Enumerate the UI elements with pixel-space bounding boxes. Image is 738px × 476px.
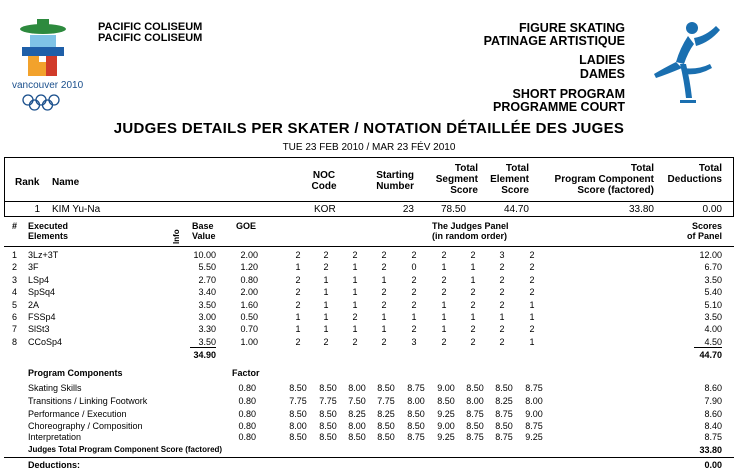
judge-mark: 1 xyxy=(441,262,447,273)
element-number: 2 xyxy=(12,262,18,273)
total-segment-score-header: Total Segment Score xyxy=(435,163,478,196)
judge-mark: 1 xyxy=(295,324,301,335)
component-judge-mark: 8.25 xyxy=(495,396,513,406)
judge-mark: 2 xyxy=(295,287,301,298)
element-number: 5 xyxy=(12,299,18,310)
judge-mark: 2 xyxy=(529,262,535,273)
event-category-en: LADIES xyxy=(579,53,625,67)
judge-mark: 3 xyxy=(499,250,505,260)
program-components-header: Program Components xyxy=(28,368,123,378)
event-date: TUE 23 FEB 2010 / MAR 23 FÉV 2010 xyxy=(282,142,456,153)
total-element-score-header: Total Element Score xyxy=(490,163,529,196)
element-panel-score: 3.50 xyxy=(704,274,722,285)
component-judge-mark: 8.50 xyxy=(377,432,395,442)
rank-header: Rank xyxy=(15,177,40,188)
component-panel-score: 8.40 xyxy=(704,421,722,431)
judge-mark: 2 xyxy=(499,299,505,310)
event-category-fr: DAMES xyxy=(579,67,625,81)
component-judge-mark: 7.75 xyxy=(289,396,307,406)
component-judge-mark: 8.50 xyxy=(495,383,513,393)
executed-elements-header: Executed Elements xyxy=(28,221,69,241)
judge-mark: 1 xyxy=(529,299,535,310)
judge-mark: 1 xyxy=(499,312,505,322)
judge-mark: 2 xyxy=(411,274,417,285)
venue-line-2: PACIFIC COLISEUM xyxy=(98,32,203,44)
element-name: 3F xyxy=(28,262,39,273)
component-judge-mark: 9.25 xyxy=(525,432,543,442)
judge-mark: 3 xyxy=(411,336,417,347)
deductions-value: 0.00 xyxy=(704,460,722,470)
skater-rank: 1 xyxy=(34,204,40,215)
component-name: Transitions / Linking Footwork xyxy=(28,396,148,406)
component-judge-mark: 9.00 xyxy=(437,421,455,431)
component-judge-mark: 8.50 xyxy=(319,432,337,442)
judge-mark: 1 xyxy=(323,274,329,285)
component-panel-score: 8.60 xyxy=(704,383,722,393)
judge-mark: 1 xyxy=(441,299,447,310)
judge-mark: 2 xyxy=(411,287,417,298)
skater-starting-number: 23 xyxy=(402,204,414,215)
judge-mark: 2 xyxy=(381,250,387,260)
judge-mark: 1 xyxy=(352,287,358,298)
element-base-value: 3.00 xyxy=(198,312,216,322)
skater-deductions: 0.00 xyxy=(702,204,722,215)
component-judge-mark: 8.50 xyxy=(466,421,484,431)
event-segment-en: SHORT PROGRAM xyxy=(512,87,625,101)
component-judge-mark: 8.50 xyxy=(319,383,337,393)
judge-mark: 1 xyxy=(441,324,447,335)
component-judge-mark: 8.75 xyxy=(466,409,484,419)
judge-mark: 2 xyxy=(529,324,535,335)
element-panel-score: 12.00 xyxy=(699,250,722,260)
element-panel-score: 5.40 xyxy=(704,287,722,298)
component-judge-mark: 9.25 xyxy=(437,432,455,442)
judge-mark: 2 xyxy=(411,250,417,260)
element-goe: 0.50 xyxy=(240,312,258,322)
element-base-value: 2.70 xyxy=(198,274,216,285)
component-judge-mark: 8.75 xyxy=(466,432,484,442)
judge-mark: 1 xyxy=(323,299,329,310)
element-name: CCoSp4 xyxy=(28,336,63,347)
element-panel-score: 5.10 xyxy=(704,299,722,310)
total-deductions-header: Total Deductions xyxy=(667,163,722,185)
component-judge-mark: 8.00 xyxy=(466,396,484,406)
element-base-value: 3.40 xyxy=(198,287,216,298)
skater-tss: 78.50 xyxy=(440,204,466,215)
element-base-value: 3.30 xyxy=(198,324,216,335)
component-judge-mark: 8.75 xyxy=(525,421,543,431)
element-name: 2A xyxy=(28,299,40,310)
judge-mark: 0 xyxy=(411,262,417,273)
element-number: 3 xyxy=(12,274,18,285)
judge-mark: 2 xyxy=(352,250,358,260)
component-judge-mark: 8.50 xyxy=(437,396,455,406)
component-judge-mark: 8.75 xyxy=(495,409,513,419)
logo-caption: vancouver 2010 xyxy=(12,80,84,91)
component-judge-mark: 8.75 xyxy=(525,383,543,393)
figure-skater-pictogram-icon xyxy=(650,18,730,116)
element-goe: 1.20 xyxy=(240,262,258,273)
judge-mark: 1 xyxy=(381,324,387,335)
judge-mark: 2 xyxy=(323,262,329,273)
judge-mark: 1 xyxy=(441,312,447,322)
element-name: FSSp4 xyxy=(28,312,56,322)
element-goe: 0.80 xyxy=(240,274,258,285)
component-panel-score: 7.90 xyxy=(704,396,722,406)
judge-mark: 1 xyxy=(470,312,476,322)
component-factor: 0.80 xyxy=(238,396,256,406)
judge-mark: 2 xyxy=(470,336,476,347)
goe-header: GOE xyxy=(236,221,257,231)
component-judge-mark: 8.50 xyxy=(348,432,366,442)
event-discipline-en: FIGURE SKATING xyxy=(518,21,625,35)
judge-mark: 2 xyxy=(323,250,329,260)
skater-noc: KOR xyxy=(314,204,336,215)
judge-mark: 1 xyxy=(381,274,387,285)
component-judge-mark: 8.25 xyxy=(377,409,395,419)
total-elements-score: 44.70 xyxy=(699,350,722,360)
pcs-total-label: Judges Total Program Component Score (factored) xyxy=(28,445,223,454)
element-panel-score: 6.70 xyxy=(704,262,722,273)
element-number: 8 xyxy=(12,336,18,347)
component-judge-mark: 8.50 xyxy=(289,409,307,419)
judge-mark: 1 xyxy=(470,262,476,273)
judge-mark: 1 xyxy=(352,274,358,285)
component-judge-mark: 8.75 xyxy=(407,383,425,393)
judge-mark: 2 xyxy=(499,287,505,298)
element-panel-score: 3.50 xyxy=(704,312,722,322)
component-judge-mark: 8.00 xyxy=(289,421,307,431)
component-judge-mark: 8.00 xyxy=(525,396,543,406)
component-judge-mark: 8.75 xyxy=(407,432,425,442)
total-base-value: 34.90 xyxy=(193,350,216,360)
judge-mark: 2 xyxy=(295,336,301,347)
factor-header: Factor xyxy=(232,368,260,378)
deductions-label: Deductions: xyxy=(28,460,81,470)
element-panel-score: 4.00 xyxy=(704,324,722,335)
component-panel-score: 8.75 xyxy=(704,432,722,442)
venue-line-1: PACIFIC COLISEUM xyxy=(98,21,203,33)
judge-mark: 1 xyxy=(352,299,358,310)
judge-mark: 2 xyxy=(470,287,476,298)
judge-mark: 2 xyxy=(441,250,447,260)
judge-mark: 1 xyxy=(295,312,301,322)
judge-mark: 1 xyxy=(352,324,358,335)
name-header: Name xyxy=(52,177,80,188)
judge-mark: 2 xyxy=(499,324,505,335)
element-base-value: 3.50 xyxy=(198,336,216,347)
noc-header: NOC Code xyxy=(311,170,337,192)
component-factor: 0.80 xyxy=(238,409,256,419)
element-name: SlSt3 xyxy=(28,324,50,335)
component-judge-mark: 8.50 xyxy=(407,421,425,431)
component-judge-mark: 8.00 xyxy=(407,396,425,406)
judge-mark: 1 xyxy=(295,262,301,273)
component-judge-mark: 7.50 xyxy=(348,396,366,406)
component-factor: 0.80 xyxy=(238,421,256,431)
element-name: 3Lz+3T xyxy=(28,250,59,260)
element-goe: 1.00 xyxy=(240,336,258,347)
judge-mark: 2 xyxy=(352,336,358,347)
element-base-value: 5.50 xyxy=(198,262,216,273)
starting-number-header: Starting Number xyxy=(376,170,414,192)
judge-mark: 2 xyxy=(441,336,447,347)
judge-mark: 2 xyxy=(441,274,447,285)
component-judge-mark: 8.50 xyxy=(319,409,337,419)
olympic-rings-icon xyxy=(20,94,64,112)
judge-mark: 1 xyxy=(529,336,535,347)
component-judge-mark: 8.50 xyxy=(407,409,425,419)
judge-mark: 2 xyxy=(529,250,535,260)
element-goe: 0.70 xyxy=(240,324,258,335)
judge-mark: 1 xyxy=(323,287,329,298)
judge-mark: 2 xyxy=(352,312,358,322)
judge-mark: 1 xyxy=(323,312,329,322)
component-judge-mark: 8.50 xyxy=(289,432,307,442)
judge-mark: 2 xyxy=(295,274,301,285)
element-number: 7 xyxy=(12,324,18,335)
component-judge-mark: 7.75 xyxy=(377,396,395,406)
judge-mark: 1 xyxy=(323,324,329,335)
judge-mark: 2 xyxy=(295,299,301,310)
component-judge-mark: 7.75 xyxy=(319,396,337,406)
component-judge-mark: 8.50 xyxy=(466,383,484,393)
component-factor: 0.80 xyxy=(238,432,256,442)
judge-mark: 2 xyxy=(470,299,476,310)
component-name: Choreography / Composition xyxy=(28,421,143,431)
element-goe: 2.00 xyxy=(240,287,258,298)
element-name: SpSq4 xyxy=(28,287,56,298)
component-judge-mark: 8.00 xyxy=(348,421,366,431)
scores-of-panel-header: Scores of Panel xyxy=(686,221,722,241)
component-name: Performance / Execution xyxy=(28,409,127,419)
element-number: 1 xyxy=(12,250,18,260)
judge-mark: 2 xyxy=(470,324,476,335)
component-judge-mark: 8.25 xyxy=(348,409,366,419)
element-goe: 1.60 xyxy=(240,299,258,310)
element-base-value: 3.50 xyxy=(198,299,216,310)
judge-mark: 2 xyxy=(411,324,417,335)
judge-mark: 2 xyxy=(441,287,447,298)
judge-mark: 2 xyxy=(295,250,301,260)
component-judge-mark: 8.50 xyxy=(289,383,307,393)
component-judge-mark: 8.75 xyxy=(495,432,513,442)
component-judge-mark: 8.50 xyxy=(377,421,395,431)
skater-pcs: 33.80 xyxy=(628,204,654,215)
element-name: LSp4 xyxy=(28,274,50,285)
total-pcs-header: Total Program Component Score (factored) xyxy=(554,163,654,196)
judge-mark: 1 xyxy=(411,312,417,322)
component-judge-mark: 8.00 xyxy=(348,383,366,393)
element-number: 6 xyxy=(12,312,18,322)
event-discipline-fr: PATINAGE ARTISTIQUE xyxy=(483,34,625,48)
component-name: Interpretation xyxy=(28,432,82,442)
pcs-total-value: 33.80 xyxy=(699,445,722,455)
judges-panel-header: The Judges Panel (in random order) xyxy=(432,221,509,241)
judge-mark: 1 xyxy=(381,312,387,322)
page-title: JUDGES DETAILS PER SKATER / NOTATION DÉTAILLÉE DES JUGES xyxy=(113,120,625,137)
judge-mark: 2 xyxy=(499,262,505,273)
judge-mark: 2 xyxy=(323,336,329,347)
component-judge-mark: 9.00 xyxy=(525,409,543,419)
judge-mark: 2 xyxy=(529,274,535,285)
skater-name: KIM Yu-Na xyxy=(52,204,101,215)
component-judge-mark: 8.50 xyxy=(377,383,395,393)
judge-mark: 2 xyxy=(499,336,505,347)
base-value-header: Base Value xyxy=(192,221,216,241)
judge-mark: 2 xyxy=(470,250,476,260)
info-header: Info xyxy=(172,229,181,244)
element-panel-score: 4.50 xyxy=(704,336,722,347)
component-judge-mark: 9.25 xyxy=(437,409,455,419)
element-number: 4 xyxy=(12,287,18,298)
judge-mark: 2 xyxy=(529,287,535,298)
event-segment-fr: PROGRAMME COURT xyxy=(493,100,625,114)
component-judge-mark: 8.50 xyxy=(495,421,513,431)
judge-mark: 2 xyxy=(381,287,387,298)
component-judge-mark: 8.50 xyxy=(319,421,337,431)
component-factor: 0.80 xyxy=(238,383,256,393)
component-judge-mark: 9.00 xyxy=(437,383,455,393)
judge-mark: 2 xyxy=(381,336,387,347)
judge-mark: 1 xyxy=(352,262,358,273)
judge-mark: 2 xyxy=(381,299,387,310)
judge-mark: 2 xyxy=(381,262,387,273)
judge-mark: 2 xyxy=(411,299,417,310)
element-number-header: # xyxy=(12,221,18,231)
judge-mark: 1 xyxy=(529,312,535,322)
element-goe: 2.00 xyxy=(240,250,258,260)
judge-mark: 2 xyxy=(499,274,505,285)
element-base-value: 10.00 xyxy=(193,250,216,260)
skater-tes: 44.70 xyxy=(503,204,529,215)
component-name: Skating Skills xyxy=(28,383,82,393)
judge-mark: 1 xyxy=(470,274,476,285)
component-panel-score: 8.60 xyxy=(704,409,722,419)
